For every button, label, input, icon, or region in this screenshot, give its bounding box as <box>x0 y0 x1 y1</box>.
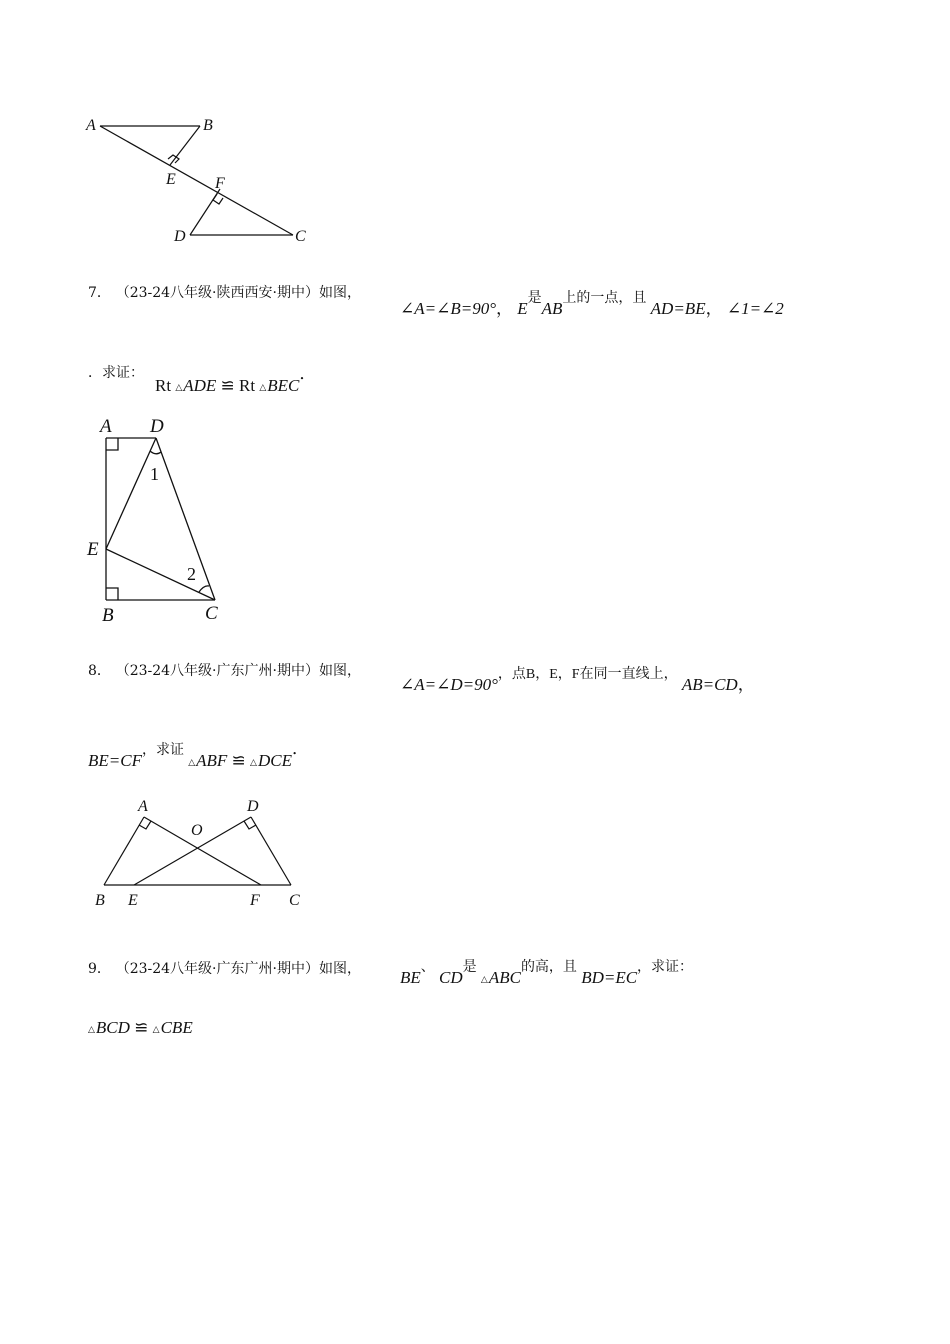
label-c: C <box>289 892 300 909</box>
label-e: E <box>87 539 99 560</box>
label-angle-1: 1 <box>150 464 159 484</box>
angle-arc-2 <box>199 586 209 592</box>
right-angle-mark-a <box>106 438 118 450</box>
q9-line-1 <box>88 958 361 978</box>
q7-triangle-ade: ADE <box>183 376 217 395</box>
label-b: B <box>95 892 105 909</box>
label-e: E <box>128 892 138 909</box>
q7-sep2: ， <box>705 299 723 318</box>
q9-seg-cd: CD <box>439 968 463 987</box>
q7-prove-prefix: ．求证： <box>88 365 144 381</box>
q9-number: 9． <box>88 961 111 977</box>
right-angle-mark-b <box>106 588 118 600</box>
q7-point-e: E <box>517 299 528 318</box>
label-b: B <box>102 605 114 626</box>
q9-congruent: ≌ <box>134 1018 149 1037</box>
q8-source: （23-24八年级·广东广州·期中）如图， <box>115 663 361 679</box>
q7-sep1: ， <box>496 299 513 318</box>
q7-triangle-bec: BEC <box>267 376 300 395</box>
q7-source: （23-24八年级·陕西西安·期中）如图， <box>115 285 361 301</box>
q9-triangle-mark-1: △ <box>88 1024 95 1034</box>
q7-eq-ad-be: AD=BE <box>650 299 706 318</box>
segment-be <box>170 126 200 165</box>
q7-congruent: ≌ <box>220 376 235 395</box>
q9-text-is: 是 <box>462 960 477 975</box>
segment-dc <box>251 817 291 885</box>
q9-triangle-bcd: BCD <box>95 1018 130 1037</box>
q9-source: （23-24八年级·广东广州·期中）如图， <box>115 961 361 977</box>
label-a: A <box>138 798 148 815</box>
q9-triangle-cbe: CBE <box>160 1018 193 1037</box>
label-c: C <box>205 603 218 624</box>
figure-q6 <box>80 110 340 250</box>
q9-text-heights: 的高，且 <box>520 960 577 975</box>
label-b: B <box>203 117 213 134</box>
label-d: D <box>150 416 164 437</box>
segment-de <box>106 438 156 549</box>
q8-triangle-abf: ABF <box>196 751 228 770</box>
q9-triangle-mark-2: △ <box>152 1024 160 1034</box>
segment-dc <box>156 438 215 600</box>
label-a: A <box>86 117 96 134</box>
q8-eq-ab-cd: AB=CD <box>681 675 738 694</box>
label-a: A <box>100 416 112 437</box>
q7-seg-ab: AB <box>541 299 563 318</box>
q8-condition <box>400 667 755 695</box>
q9-triangle-mark: △ <box>480 974 488 984</box>
q8-triangle-dce: DCE <box>257 751 292 770</box>
q9-triangle-abc: ABC <box>488 968 521 987</box>
label-d: D <box>174 228 186 245</box>
q7-angle-condition: ∠A=∠B=90° <box>400 299 496 318</box>
q7-condition <box>400 291 784 319</box>
q7-rt-1: Rt <box>155 376 172 395</box>
q8-line-2 <box>88 739 309 771</box>
q9-line-2 <box>88 1018 193 1038</box>
q8-triangle-mark-1: △ <box>188 757 196 767</box>
label-f: F <box>250 892 260 909</box>
label-c: C <box>295 228 306 245</box>
figure-q6-svg <box>80 110 340 250</box>
label-o: O <box>191 822 203 839</box>
right-angle-mark-f <box>213 194 223 204</box>
figure-q8 <box>88 792 328 917</box>
figure-q7-svg <box>84 410 244 630</box>
q7-triangle-mark-2: △ <box>259 382 267 392</box>
q7-line-2 <box>88 362 144 382</box>
figure-q8-svg <box>88 792 328 917</box>
q8-text-points: ，点B，E，F在同一直线上， <box>497 667 678 682</box>
angle-arc-1 <box>150 451 161 454</box>
segment-ac <box>100 126 293 235</box>
label-angle-2: 2 <box>187 564 196 584</box>
q8-sep: ， <box>737 675 755 694</box>
q8-end: ． <box>291 739 309 758</box>
label-f: F <box>215 175 225 192</box>
q7-text-is: 是 <box>527 291 542 306</box>
q7-end: ． <box>299 364 317 383</box>
q7-eq-angles: ∠1=∠2 <box>726 299 784 318</box>
q7-triangle-mark-1: △ <box>175 382 183 392</box>
q7-prove-statement <box>155 364 317 396</box>
q8-congruent: ≌ <box>231 751 246 770</box>
label-e: E <box>166 171 176 188</box>
q9-condition <box>400 960 694 988</box>
q8-prove-prefix: ，求证 <box>141 743 184 758</box>
q8-number: 8． <box>88 663 111 679</box>
q9-sep1: 、 <box>420 960 435 975</box>
q9-eq-bd-ec: BD=EC <box>581 968 638 987</box>
segment-ba <box>104 817 144 885</box>
q7-line-1 <box>88 282 361 302</box>
q7-number: 7． <box>88 285 111 301</box>
q8-line-1 <box>88 660 361 680</box>
q8-eq-be-cf: BE=CF <box>88 751 142 770</box>
q9-prove-prefix: ，求证： <box>637 960 694 975</box>
q8-angle-condition: ∠A=∠D=90° <box>400 675 498 694</box>
label-d: D <box>247 798 259 815</box>
figure-q7 <box>84 410 244 630</box>
q7-text-on: 上的一点，且 <box>562 291 647 306</box>
q9-seg-be: BE <box>400 968 421 987</box>
q7-rt-2: Rt <box>239 376 256 395</box>
q8-triangle-mark-2: △ <box>250 757 257 767</box>
